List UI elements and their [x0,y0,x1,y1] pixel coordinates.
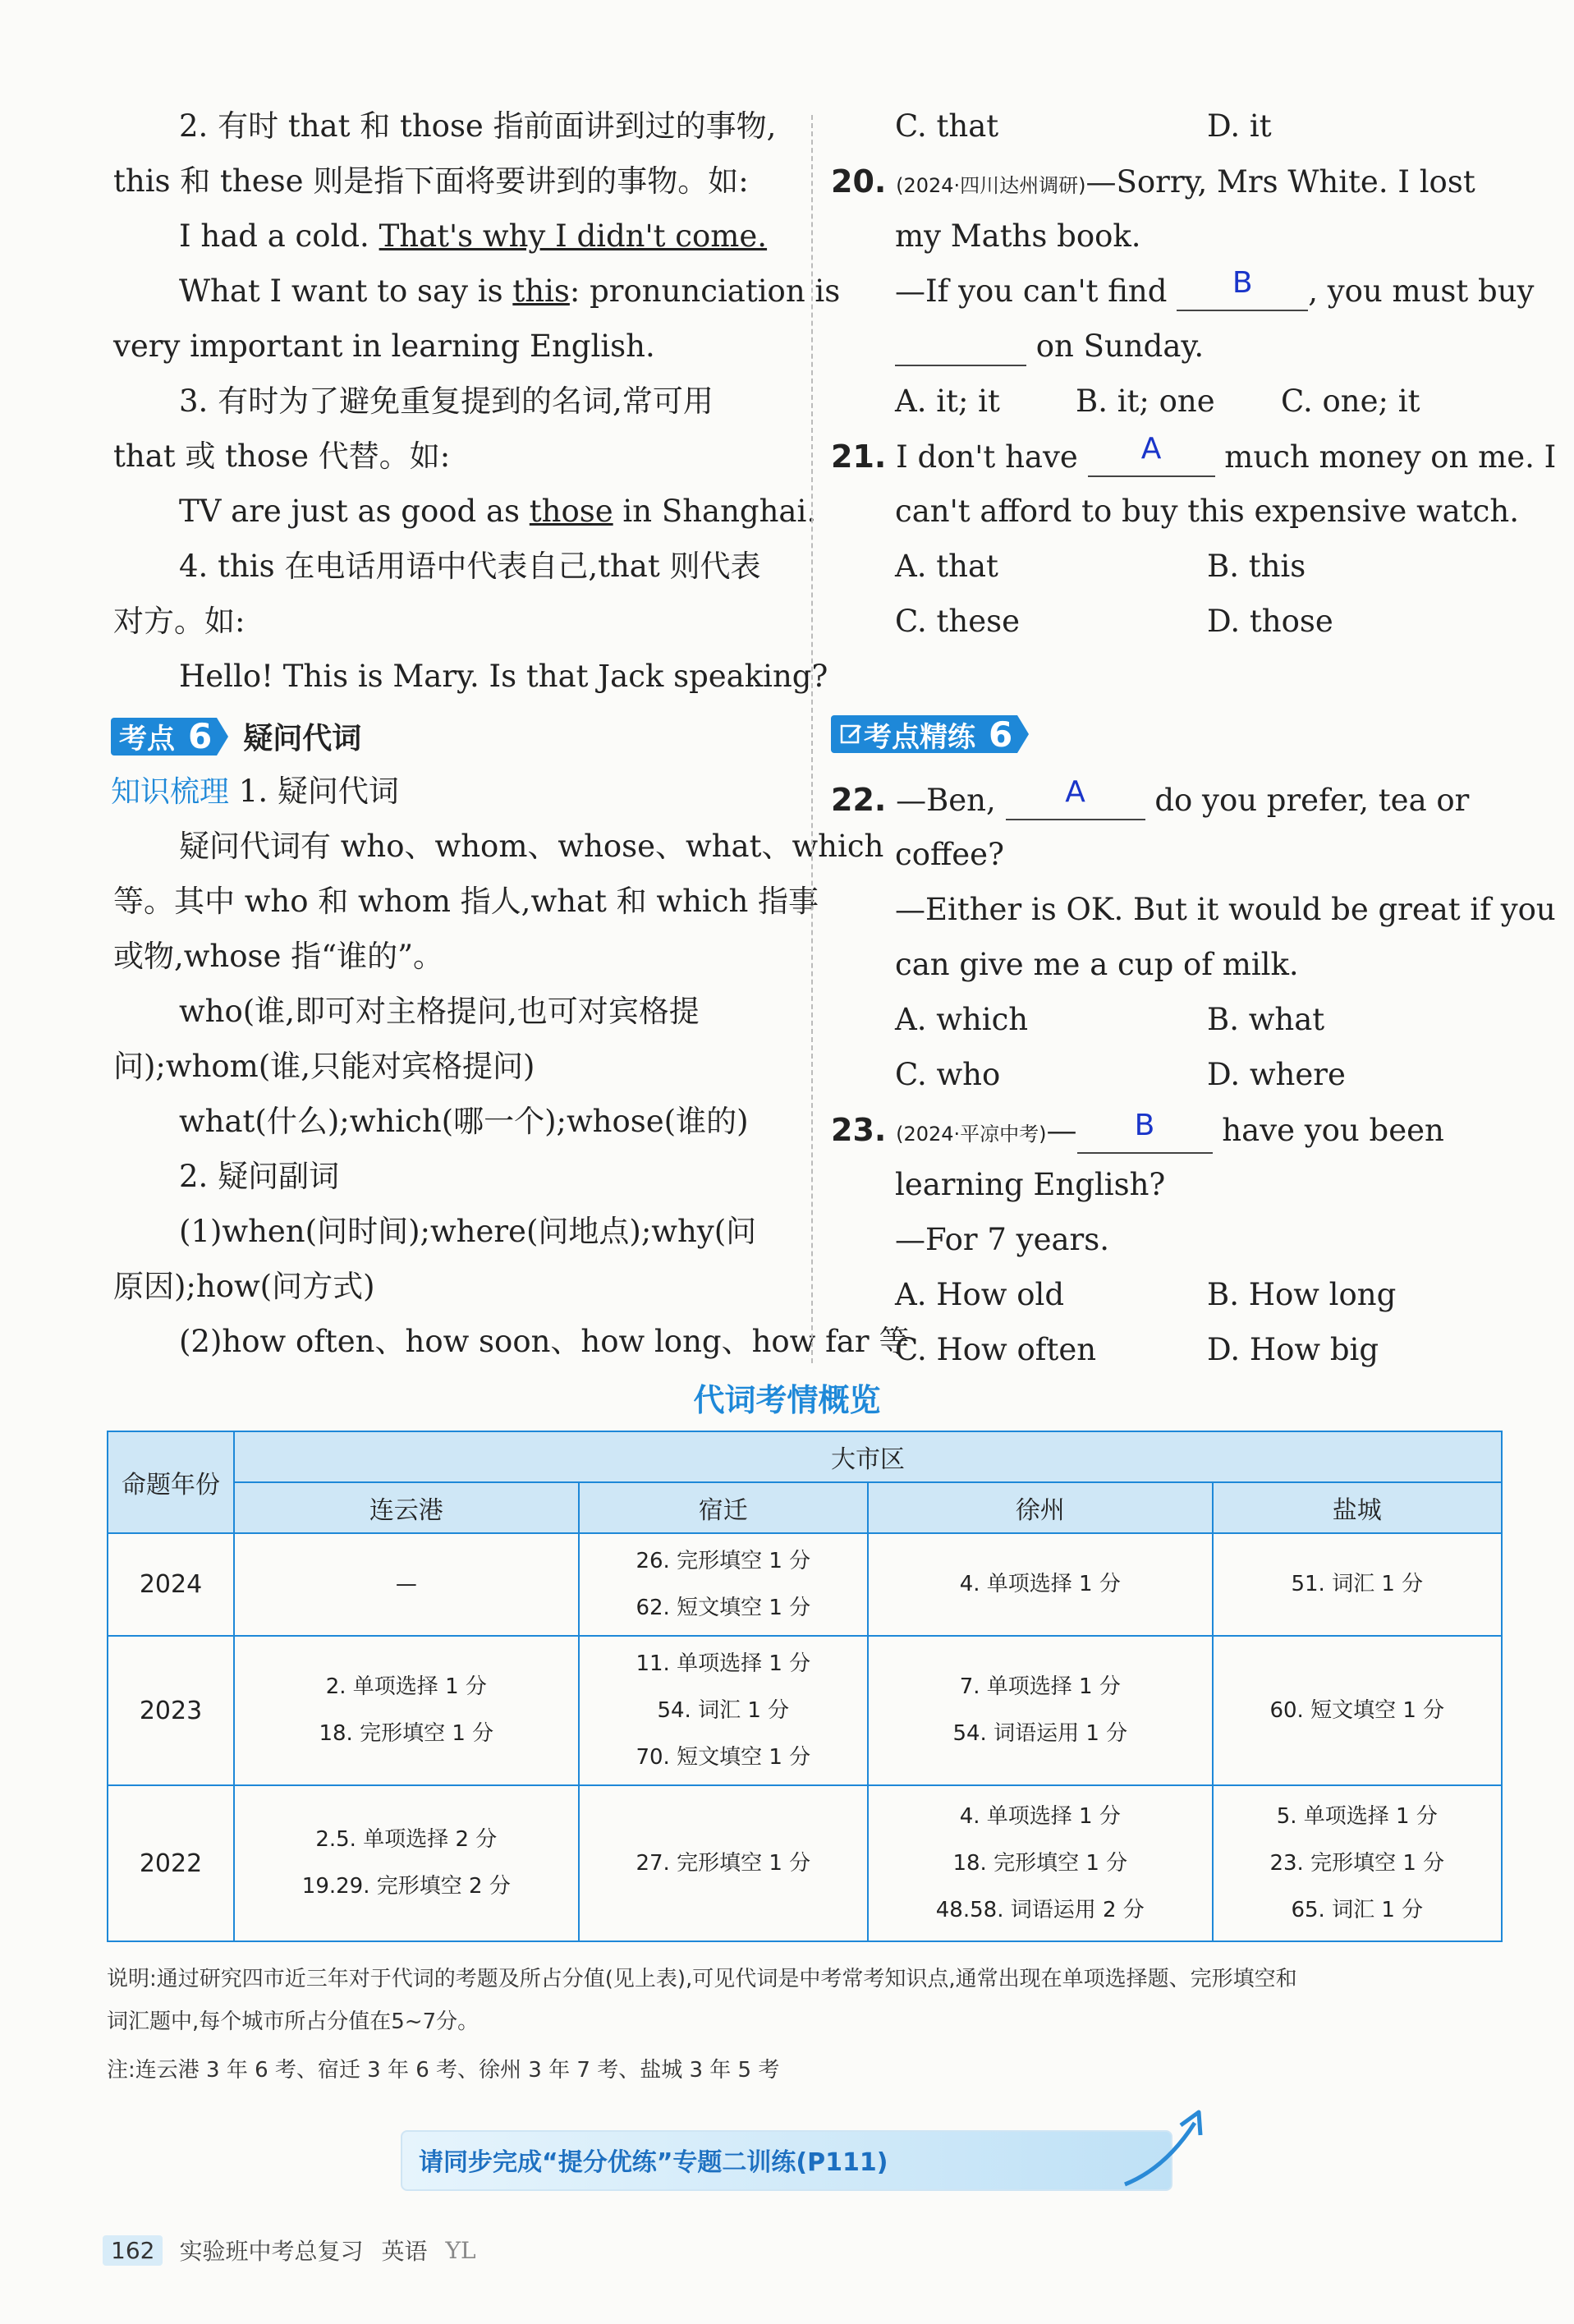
table-cell: 26. 完形填空 1 分 62. 短文填空 1 分 [579,1533,868,1636]
answer-blank [1077,1109,1213,1154]
table-cell: 2.5. 单项选择 2 分 19.29. 完形填空 2 分 [234,1785,579,1941]
question-20: 20. (2024·四川达州调研)—Sorry, Mrs White. I lost [831,163,1475,200]
question-number: 20. [831,163,887,200]
example-sentence [179,272,841,311]
table-cell: 60. 短文填空 1 分 [1213,1636,1502,1785]
option: A. which [895,1002,1029,1037]
option: A. it; it [895,384,1000,419]
edition: YL [445,2236,476,2264]
left-text: 问);whom(谁,只能对宾格提问) [113,1049,535,1084]
book-title: 实验班中考总复习 [179,2238,364,2265]
table-cell: 4. 单项选择 1 分 18. 完形填空 1 分 48.58. 词语运用 2 分 [868,1785,1213,1941]
practice-number: 6 [984,715,1017,753]
question-text: can give me a cup of milk. [895,947,1299,982]
answer-blank [1006,775,1145,820]
option: B. what [1207,1002,1325,1037]
example-text: Hello! This is Mary. Is that Jack speaking? [179,659,828,694]
left-text: 4. this 在电话用语中代表自己,that 则代表 [179,549,761,584]
table-cell: 4. 单项选择 1 分 [868,1533,1213,1636]
answer-blank [1177,266,1308,311]
arrow-icon [1117,2102,1215,2193]
answer-blank [895,333,1026,366]
practice-banner[interactable] [401,2130,1172,2191]
knowledge-heading: 知识梳理 1. 疑问代词 [111,774,399,809]
overview-table [107,1431,1503,1942]
table-cell: 7. 单项选择 1 分 54. 词语运用 1 分 [868,1636,1213,1785]
option: D. How big [1207,1332,1379,1367]
section-title: 疑问代词 [243,722,362,756]
left-text: 3. 有时为了避免重复提到的名词,常可用 [179,384,714,419]
left-text: 2. 疑问副词 [179,1159,340,1194]
example-sentence: TV are just as good as those in Shanghai. [179,494,817,529]
left-text: what(什么);which(哪一个);whose(谁的) [179,1104,749,1139]
table-header-year: 命题年份 [108,1431,234,1533]
table-cell: 5. 单项选择 1 分 23. 完形填空 1 分 65. 词汇 1 分 [1213,1785,1502,1941]
table-note: 词汇题中,每个城市所占分值在5~7分。 [107,2009,480,2034]
left-text: 等。其中 who 和 whom 指人,what 和 which 指事 [113,884,819,919]
question-text: —For 7 years. [895,1222,1109,1257]
table-header-city: 连云港 [234,1482,579,1533]
section-header [111,715,361,757]
question-number: 23. [831,1112,887,1148]
pencil-icon [839,722,864,746]
table-header-city: 宿迁 [579,1482,868,1533]
table-cell: 11. 单项选择 1 分 54. 词汇 1 分 70. 短文填空 1 分 [579,1636,868,1785]
option: C. one; it [1281,384,1420,419]
table-row [108,1533,1502,1636]
question-text: —Either is OK. But it would be great if you [895,892,1556,927]
chevron-right-icon [1017,715,1029,753]
answer-letter: A [1140,432,1162,466]
left-text: who(谁,即可对主格提问,也可对宾格提 [179,994,700,1029]
option: C. who [895,1057,1001,1092]
table-note: 说明:通过研究四市近三年对于代词的考题及所占分值(见上表),可见代词是中考常考知识点,通常出现在单项选择题、完形填空和 [107,1967,1297,1991]
left-text: 对方。如: [113,604,246,639]
option: B. this [1207,549,1306,584]
answer-letter: A [1065,775,1085,809]
option: C. that [895,108,999,144]
example-text: I had a cold. [179,218,369,254]
table-cell: 27. 完形填空 1 分 [579,1785,868,1941]
left-text: (1)when(问时间);where(问地点);why(问 [179,1214,757,1249]
left-text: 原因);how(问方式) [113,1269,375,1304]
page-number: 162 [103,2235,163,2266]
table-row [108,1785,1502,1941]
left-text: this 和 these 则是指下面将要讲到的事物。如: [113,163,749,199]
table-cell: 51. 词汇 1 分 [1213,1533,1502,1636]
question-source: (2024·平凉中考) [896,1123,1047,1146]
option: C. these [895,604,1020,639]
option: B. it; one [1076,384,1215,419]
question-text: learning English? [895,1167,1166,1202]
left-text: 或物,whose 指“谁的”。 [113,939,444,974]
question-21: 21. I don't have A much money on me. I [831,437,1556,477]
question-23: 23. (2024·平凉中考)— B have you been [831,1110,1444,1154]
banner-text: 请同步完成“提分优练”专题二训练(P111) [419,2148,888,2177]
section-number: 6 [183,718,217,756]
question-text: on Sunday. [895,327,1204,366]
section-label: 考点 [111,718,183,756]
question-number: 21. [831,439,887,475]
option: D. those [1207,604,1333,639]
year-cell: 2024 [108,1533,234,1636]
left-text: that 或 those 代替。如: [113,439,451,474]
question-text: can't afford to buy this expensive watch. [895,494,1519,529]
question-text: —If you can't find B , you must buy [895,272,1534,311]
answer-letter: B [1134,1109,1155,1142]
answer-letter: B [1232,266,1253,300]
example-underlined: those [529,494,613,529]
table-cell: 2. 单项选择 1 分 18. 完形填空 1 分 [234,1636,579,1785]
practice-header [831,715,1029,753]
left-text: 2. 有时 that 和 those 指前面讲到过的事物, [179,108,777,144]
example-underlined: That's why I didn't come. [379,218,768,254]
chevron-right-icon [217,718,228,756]
column-divider [811,115,813,1363]
knowledge-label: 知识梳理 [111,775,230,809]
question-text: coffee? [895,837,1004,872]
question-text: my Maths book. [895,218,1141,254]
option: A. How old [895,1277,1065,1312]
table-title: 代词考情概览 [693,1382,881,1418]
option: B. How long [1207,1277,1397,1312]
table-header-city: 徐州 [868,1482,1213,1533]
table-header-city: 盐城 [1213,1482,1502,1533]
table-footnote: 注:连云港 3 年 6 考、宿迁 3 年 6 考、徐州 3 年 7 考、盐城 3 年 5 考 [107,2058,780,2083]
question-22: 22. —Ben, A do you prefer, tea or [831,780,1469,820]
option: D. where [1207,1057,1346,1092]
answer-blank [1088,432,1215,477]
table-header-group: 大市区 [234,1431,1502,1482]
subject: 英语 [381,2238,428,2265]
question-source: (2024·四川达州调研) [896,174,1086,197]
example-text: What I want to say is this: pronunciation is [179,273,841,309]
left-text: 疑问代词有 who、whom、whose、what、which [179,829,884,864]
example-underlined: this [512,273,570,309]
question-number: 22. [831,782,887,818]
example-sentence [179,217,767,256]
practice-label: 考点精练 [831,715,984,753]
table-cell: — [234,1533,579,1636]
left-text: (2)how often、how soon、how long、how far 等 [179,1324,910,1359]
option: D. it [1207,108,1272,144]
page-footer [103,2234,476,2267]
option: A. that [895,549,998,584]
year-cell: 2022 [108,1785,234,1941]
year-cell: 2023 [108,1636,234,1785]
table-row [108,1636,1502,1785]
option: C. How often [895,1332,1097,1367]
example-text: very important in learning English. [113,328,655,364]
